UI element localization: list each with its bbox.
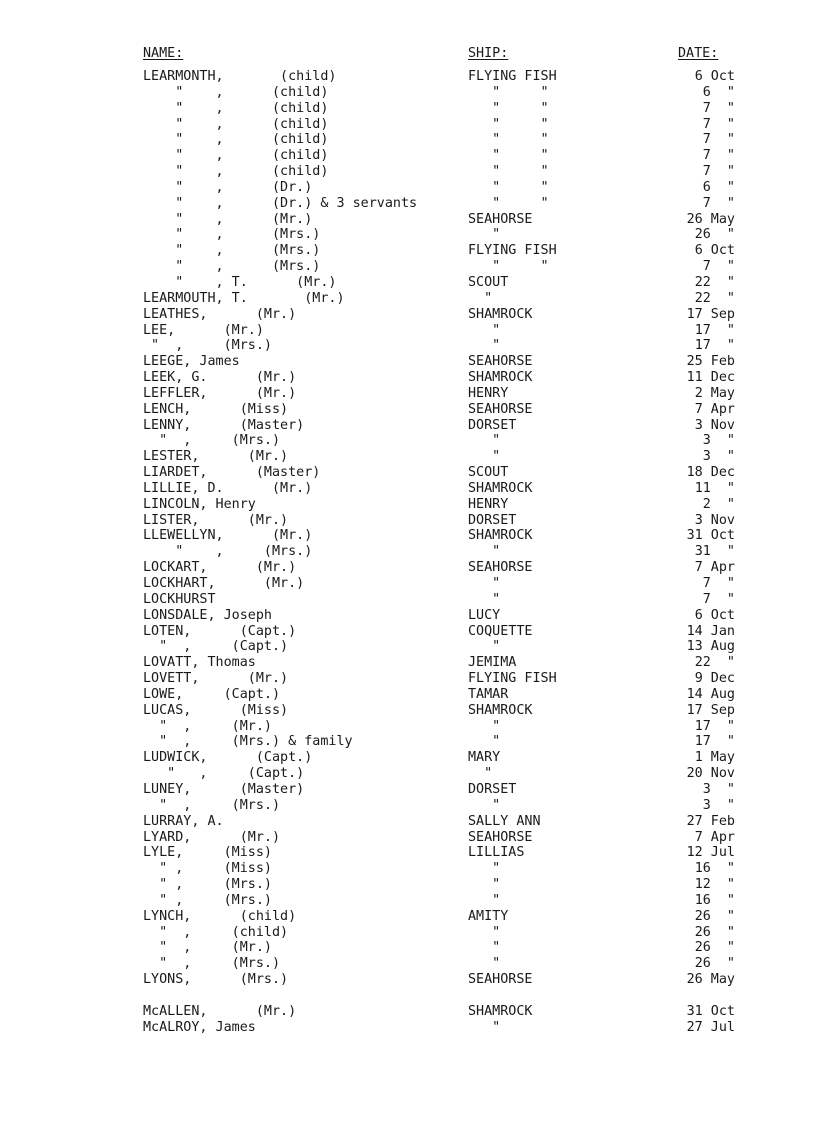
passenger-name: " , (Mrs.) xyxy=(143,877,272,893)
arrival-date: 6 Oct xyxy=(694,243,735,259)
arrival-date: 7 " xyxy=(702,195,735,211)
list-row xyxy=(0,940,816,956)
passenger-name: " , (child) xyxy=(143,164,329,180)
passenger-name: LEEK, G. (Mr.) xyxy=(143,370,297,386)
list-row xyxy=(0,449,816,465)
passenger-name: " , (child) xyxy=(143,924,289,940)
list-row xyxy=(0,814,816,830)
ship-name: SHAMROCK xyxy=(468,528,533,544)
passenger-name: " , (Mrs.) & family xyxy=(143,734,353,750)
list-row xyxy=(0,909,816,925)
ship-name: SEAHORSE xyxy=(468,401,533,417)
list-row xyxy=(0,101,816,117)
list-row xyxy=(0,782,816,798)
list-row xyxy=(0,528,816,544)
passenger-name: LUNEY, (Master) xyxy=(143,781,305,797)
arrival-date: 13 Aug xyxy=(686,639,735,655)
arrival-date: 17 Sep xyxy=(686,306,735,322)
list-row xyxy=(0,132,816,148)
list-row xyxy=(0,925,816,941)
arrival-date: 16 " xyxy=(694,892,735,908)
ship-name: " xyxy=(468,227,501,243)
arrival-date: 31 Oct xyxy=(686,1003,735,1019)
list-row xyxy=(0,655,816,671)
ship-name: " xyxy=(468,718,501,734)
ship-name: " xyxy=(468,956,501,972)
list-row xyxy=(0,370,816,386)
passenger-name: " , (Mrs.) xyxy=(143,259,321,275)
arrival-date: 31 " xyxy=(694,544,735,560)
list-row xyxy=(0,117,816,133)
list-row xyxy=(0,560,816,576)
list-row xyxy=(0,830,816,846)
ship-name: " xyxy=(468,877,501,893)
passenger-name: LOTEN, (Capt.) xyxy=(143,623,297,639)
arrival-date: 16 " xyxy=(694,861,735,877)
passenger-name: " , (Mr.) xyxy=(143,211,313,227)
list-row xyxy=(0,592,816,608)
passenger-name: LILLIE, D. (Mr.) xyxy=(143,480,313,496)
ship-name: " xyxy=(468,797,501,813)
arrival-date: 3 " xyxy=(702,449,735,465)
arrival-date: 17 " xyxy=(694,338,735,354)
ship-name: SEAHORSE xyxy=(468,972,533,988)
date-column-header: DATE: xyxy=(678,46,719,61)
passenger-name: " , (Mrs.) xyxy=(143,433,281,449)
arrival-date: 1 May xyxy=(694,750,735,766)
arrival-date: 26 May xyxy=(686,211,735,227)
arrival-date: 7 " xyxy=(702,116,735,132)
list-row xyxy=(0,433,816,449)
ship-name: SEAHORSE xyxy=(468,560,533,576)
list-row xyxy=(0,972,816,988)
list-row xyxy=(0,164,816,180)
list-row xyxy=(0,227,816,243)
ship-name: " xyxy=(468,544,501,560)
ship-name: " xyxy=(468,433,501,449)
arrival-date: 12 " xyxy=(694,877,735,893)
list-row xyxy=(0,180,816,196)
ship-name: SCOUT xyxy=(468,274,509,290)
arrival-date: 3 Nov xyxy=(694,512,735,528)
ship-name: " xyxy=(468,861,501,877)
passenger-name: " , (child) xyxy=(143,116,329,132)
list-row xyxy=(0,85,816,101)
ship-name: DORSET xyxy=(468,781,517,797)
passenger-name: LOVATT, Thomas xyxy=(143,655,256,671)
ship-name: COQUETTE xyxy=(468,623,533,639)
passenger-name: LINCOLN, Henry xyxy=(143,496,256,512)
passenger-name: LYNCH, (child) xyxy=(143,908,297,924)
passenger-name: " , (Mrs.) xyxy=(143,227,321,243)
arrival-date: 2 " xyxy=(702,496,735,512)
ship-name: TAMAR xyxy=(468,686,509,702)
passenger-name: LUCAS, (Miss) xyxy=(143,702,289,718)
arrival-date: 25 Feb xyxy=(686,354,735,370)
list-row xyxy=(0,386,816,402)
list-row xyxy=(0,956,816,972)
arrival-date: 22 " xyxy=(694,655,735,671)
passenger-name: " , (Mrs.) xyxy=(143,243,321,259)
list-row xyxy=(0,418,816,434)
list-row xyxy=(0,544,816,560)
ship-name: " xyxy=(468,924,501,940)
ship-name: HENRY xyxy=(468,385,509,401)
ship-name: MARY xyxy=(468,750,501,766)
passenger-name: McALLEN, (Mr.) xyxy=(143,1003,297,1019)
passenger-name: LEARMOUTH, T. (Mr.) xyxy=(143,290,345,306)
passenger-name: LONSDALE, Joseph xyxy=(143,607,272,623)
arrival-date: 7 Apr xyxy=(694,401,735,417)
passenger-name: " , (Mr.) xyxy=(143,940,272,956)
list-row xyxy=(0,639,816,655)
list-row xyxy=(0,259,816,275)
passenger-name: LYARD, (Mr.) xyxy=(143,829,281,845)
ship-name: " xyxy=(468,940,501,956)
passenger-name: LYLE, (Miss) xyxy=(143,845,272,861)
arrival-date: 11 " xyxy=(694,480,735,496)
ship-name: " " xyxy=(468,84,549,100)
passenger-name: LOCKHART, (Mr.) xyxy=(143,576,305,591)
list-row xyxy=(0,481,816,497)
list-row xyxy=(0,212,816,228)
passenger-name: LOWE, (Capt.) xyxy=(143,686,281,702)
ship-name: " " xyxy=(468,100,549,116)
list-row xyxy=(0,513,816,529)
passenger-name: " , (Mrs.) xyxy=(143,544,313,560)
arrival-date: 7 Apr xyxy=(694,829,735,845)
list-row xyxy=(0,275,816,291)
passenger-name: McALROY, James xyxy=(143,1019,256,1035)
passenger-name: LOVETT, (Mr.) xyxy=(143,671,289,687)
passenger-name: LEATHES, (Mr.) xyxy=(143,306,297,322)
ship-name: SHAMROCK xyxy=(468,702,533,718)
list-row xyxy=(0,734,816,750)
passenger-name: " , (child) xyxy=(143,84,329,100)
ship-column-header: SHIP: xyxy=(468,46,509,61)
ship-name: " " xyxy=(468,259,549,275)
passenger-name: LLEWELLYN, (Mr.) xyxy=(143,528,313,544)
passenger-name: " , (Dr.) xyxy=(143,179,313,195)
list-row xyxy=(0,243,816,259)
ship-name: SHAMROCK xyxy=(468,480,533,496)
passenger-name: LOCKHURST xyxy=(143,591,216,607)
list-row xyxy=(0,402,816,418)
arrival-date: 7 Apr xyxy=(694,560,735,576)
passenger-name: " , (Capt.) xyxy=(143,766,305,782)
list-row xyxy=(0,703,816,719)
list-row xyxy=(0,354,816,370)
arrival-date: 6 Oct xyxy=(694,69,735,84)
list-row xyxy=(0,845,816,861)
ship-name: " xyxy=(468,766,493,782)
arrival-date: 14 Aug xyxy=(686,686,735,702)
arrival-date: 17 Sep xyxy=(686,702,735,718)
arrival-date: 2 May xyxy=(694,385,735,401)
arrival-date: 7 " xyxy=(702,259,735,275)
passenger-name: LENCH, (Miss) xyxy=(143,401,289,417)
ship-name: " xyxy=(468,338,501,354)
arrival-date: 7 " xyxy=(702,591,735,607)
list-row xyxy=(0,69,816,85)
passenger-name: " , (child) xyxy=(143,132,329,148)
passenger-name: " , (Mr.) xyxy=(143,718,272,734)
ship-name: " xyxy=(468,576,501,591)
arrival-date: 11 Dec xyxy=(686,370,735,386)
passenger-name: " , (Mrs.) xyxy=(143,892,272,908)
arrival-date: 26 " xyxy=(694,908,735,924)
passenger-name: LESTER, (Mr.) xyxy=(143,449,289,465)
passenger-name: " , (Mrs.) xyxy=(143,797,281,813)
arrival-date: 27 Jul xyxy=(686,1019,735,1035)
passenger-name: LEE, (Mr.) xyxy=(143,322,264,338)
list-row xyxy=(0,608,816,624)
ship-name: SHAMROCK xyxy=(468,1003,533,1019)
list-row xyxy=(0,291,816,307)
ship-name: " " xyxy=(468,164,549,180)
list-row xyxy=(0,766,816,782)
ship-name: SALLY ANN xyxy=(468,813,541,829)
arrival-date: 18 Dec xyxy=(686,465,735,481)
passenger-name: " , (child) xyxy=(143,148,329,164)
name-column-header: NAME: xyxy=(143,46,184,61)
ship-name: SHAMROCK xyxy=(468,306,533,322)
list-row xyxy=(0,465,816,481)
arrival-date: 26 " xyxy=(694,227,735,243)
arrival-date: 3 " xyxy=(702,797,735,813)
passenger-name: LUDWICK, (Capt.) xyxy=(143,750,313,766)
list-row xyxy=(0,624,816,640)
ship-name: SHAMROCK xyxy=(468,370,533,386)
arrival-date: 3 Nov xyxy=(694,417,735,433)
arrival-date: 7 " xyxy=(702,132,735,148)
arrival-date: 17 " xyxy=(694,734,735,750)
arrival-date: 12 Jul xyxy=(686,845,735,861)
passenger-name: " , (child) xyxy=(143,100,329,116)
passenger-name: " , (Miss) xyxy=(143,861,272,877)
list-row xyxy=(0,1020,816,1036)
ship-name: AMITY xyxy=(468,908,509,924)
ship-name: " xyxy=(468,290,493,306)
arrival-date: 3 " xyxy=(702,433,735,449)
ship-name: " xyxy=(468,1019,501,1035)
ship-name: LILLIAS xyxy=(468,845,525,861)
passenger-name: " , (Capt.) xyxy=(143,639,289,655)
ship-name: FLYING FISH xyxy=(468,243,557,259)
passenger-name: " , (Mrs.) xyxy=(143,956,281,972)
passenger-name: LEEGE, James xyxy=(143,354,240,370)
ship-name: DORSET xyxy=(468,512,517,528)
list-row xyxy=(0,1004,816,1020)
arrival-date: 7 " xyxy=(702,576,735,591)
passenger-name: LEARMONTH, (child) xyxy=(143,69,337,84)
arrival-date: 7 " xyxy=(702,164,735,180)
ship-name: DORSET xyxy=(468,417,517,433)
passenger-list xyxy=(0,69,816,1036)
list-row xyxy=(0,323,816,339)
ship-name: " xyxy=(468,449,501,465)
list-row xyxy=(0,877,816,893)
arrival-date: 6 Oct xyxy=(694,607,735,623)
ship-name: " " xyxy=(468,179,549,195)
arrival-date: 14 Jan xyxy=(686,623,735,639)
list-row xyxy=(0,196,816,212)
ship-name: " xyxy=(468,591,501,607)
arrival-date: 26 " xyxy=(694,956,735,972)
list-row xyxy=(0,576,816,592)
list-row xyxy=(0,719,816,735)
arrival-date: 27 Feb xyxy=(686,813,735,829)
ship-name: " xyxy=(468,892,501,908)
arrival-date: 22 " xyxy=(694,290,735,306)
list-row xyxy=(0,497,816,513)
ship-name: HENRY xyxy=(468,496,509,512)
ship-name: LUCY xyxy=(468,607,501,623)
list-row xyxy=(0,750,816,766)
list-row xyxy=(0,893,816,909)
ship-name: JEMIMA xyxy=(468,655,517,671)
list-row xyxy=(0,798,816,814)
ship-name: SCOUT xyxy=(468,465,509,481)
ship-name: " " xyxy=(468,116,549,132)
passenger-name: LEFFLER, (Mr.) xyxy=(143,385,297,401)
ship-name: SEAHORSE xyxy=(468,829,533,845)
passenger-name: LYONS, (Mrs.) xyxy=(143,972,289,988)
passenger-name: LISTER, (Mr.) xyxy=(143,512,289,528)
passenger-name: LURRAY, A. xyxy=(143,813,224,829)
arrival-date: 9 Dec xyxy=(694,671,735,687)
list-row xyxy=(0,861,816,877)
arrival-date: 26 May xyxy=(686,972,735,988)
ship-name: SEAHORSE xyxy=(468,354,533,370)
list-row xyxy=(0,687,816,703)
list-row xyxy=(0,148,816,164)
arrival-date: 17 " xyxy=(694,322,735,338)
passenger-name: " , (Dr.) & 3 servants xyxy=(143,195,418,211)
ship-name: FLYING FISH xyxy=(468,69,557,84)
list-row xyxy=(0,307,816,323)
list-row xyxy=(0,338,816,354)
ship-name: " " xyxy=(468,148,549,164)
arrival-date: 26 " xyxy=(694,940,735,956)
ship-name: " " xyxy=(468,132,549,148)
ship-name: " xyxy=(468,322,501,338)
arrival-date: 6 " xyxy=(702,179,735,195)
arrival-date: 31 Oct xyxy=(686,528,735,544)
list-row xyxy=(0,671,816,687)
ship-name: " xyxy=(468,734,501,750)
arrival-date: 3 " xyxy=(702,781,735,797)
column-headers xyxy=(0,46,816,62)
passenger-name: LIARDET, (Master) xyxy=(143,465,321,481)
ship-name: " " xyxy=(468,195,549,211)
arrival-date: 22 " xyxy=(694,274,735,290)
passenger-name: LENNY, (Master) xyxy=(143,417,305,433)
ship-name: FLYING FISH xyxy=(468,671,557,687)
arrival-date: 20 Nov xyxy=(686,766,735,782)
passenger-name: LOCKART, (Mr.) xyxy=(143,560,297,576)
arrival-date: 17 " xyxy=(694,718,735,734)
ship-name: SEAHORSE xyxy=(468,211,533,227)
passenger-name: " , T. (Mr.) xyxy=(143,274,337,290)
arrival-date: 26 " xyxy=(694,924,735,940)
ship-name: " xyxy=(468,639,501,655)
arrival-date: 7 " xyxy=(702,100,735,116)
arrival-date: 6 " xyxy=(702,84,735,100)
arrival-date: 7 " xyxy=(702,148,735,164)
passenger-name: " , (Mrs.) xyxy=(143,338,272,354)
